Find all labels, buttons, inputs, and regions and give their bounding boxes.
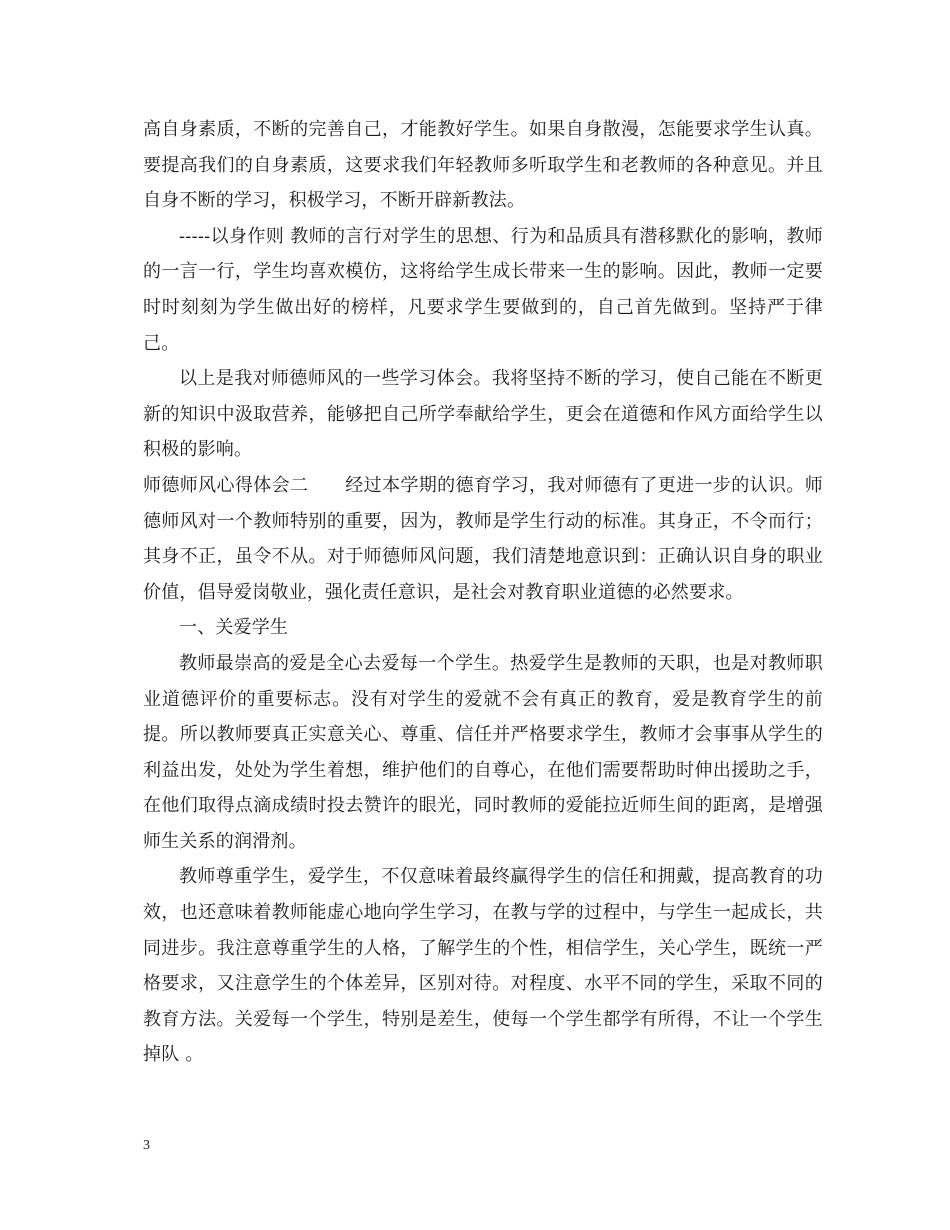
paragraph: 教师尊重学生，爱学生，不仅意味着最终赢得学生的信任和拥戴，提高教育的功效，也还意味着教师能虚心地向学生学习，在教与学的过程中，与学生一起成长，共同进步。我注意尊重学生的人格，了解学生的个性，相信学生，关心学生，既统一严格要求，又注意学生的个体差异，区别对待。对程度、水平不同的学生，采取不同的教育方法。关爱每一个学生，特别是差生，使每一个学生都学有所得，不让一个学生掉队 。 xyxy=(143,866,823,1066)
paragraph: 高自身素质，不断的完善自己，才能教好学生。如果自身散漫，怎能要求学生认真。要提高我们的自身素质，这要求我们年轻教师多听取学生和老教师的各种意见。并且自身不断的学习，积极学习，不断开辟新教法。 xyxy=(143,119,823,212)
paragraph-section-heading: 师德师风心得体会二 经过本学期的德育学习，我对师德有了更进一步的认识。师德师风对一个教师特别的重要，因为，教师是学生行动的标准。其身正，不令而行；其身不正，虽令不从。对于师德师风问题，我们清楚地意识到：正确认识自身的职业价值，倡导爱岗敬业，强化责任意识，是社会对教育职业道德的必然要求。 xyxy=(143,474,823,603)
page-number: 3 xyxy=(143,1138,150,1153)
document-body xyxy=(143,112,823,1073)
paragraph: 教师最崇高的爱是全心去爱每一个学生。热爱学生是教师的天职，也是对教师职业道德评价的重要标志。没有对学生的爱就不会有真正的教育，爱是教育学生的前提。所以教师要真正实意关心、尊重、信任并严格要求学生，教师才会事事从学生的利益出发，处处为学生着想，维护他们的自尊心，在他们需要帮助时伸出援助之手，在他们取得点滴成绩时投去赞许的眼光，同时教师的爱能拉近师生间的距离，是增强师生关系的润滑剂。 xyxy=(143,652,823,852)
paragraph: 以上是我对师德师风的一些学习体会。我将坚持不断的学习，使自己能在不断更新的知识中汲取营养，能够把自己所学奉献给学生，更会在道德和作风方面给学生以积极的影响。 xyxy=(143,368,823,461)
paragraph: -----以身作则 教师的言行对学生的思想、行为和品质具有潜移默化的影响，教师的一言一行，学生均喜欢模仿，这将给学生成长带来一生的影响。因此，教师一定要时时刻刻为学生做出好的榜样，凡要求学生要做到的，自己首先做到。坚持严于律己。 xyxy=(143,225,823,354)
subheading: 一、关爱学生 xyxy=(179,617,289,639)
